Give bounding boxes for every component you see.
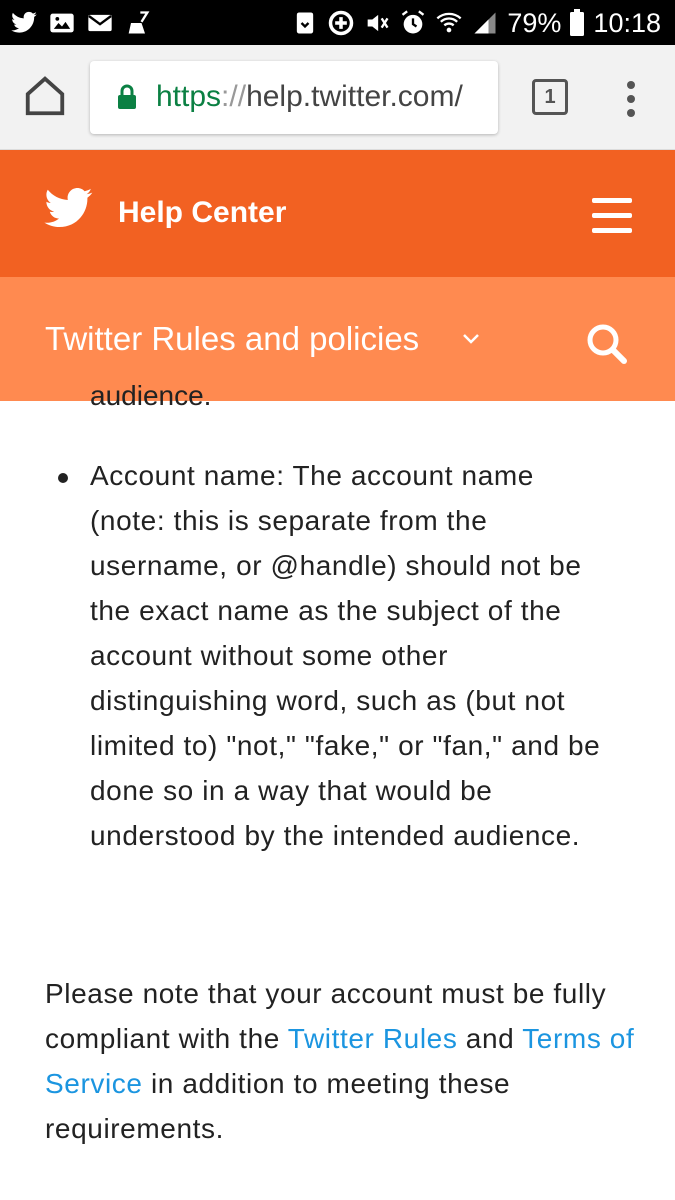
- menu-line: [592, 198, 632, 203]
- note-text-middle: and: [457, 1023, 523, 1054]
- chevron-down-icon[interactable]: [462, 333, 480, 345]
- more-options-icon[interactable]: [618, 77, 644, 121]
- data-saver-icon: [327, 9, 355, 37]
- menu-line: [592, 228, 632, 233]
- url-separator: ://: [221, 80, 247, 113]
- terms-of-service-link[interactable]: Terms of Service: [45, 1023, 635, 1099]
- url-host: help.twitter.com/: [246, 80, 463, 113]
- bullet-marker: [58, 473, 68, 483]
- twitter-rules-link[interactable]: Twitter Rules: [287, 1023, 458, 1054]
- address-bar[interactable]: [90, 61, 498, 134]
- broom-icon: [124, 9, 152, 37]
- compliance-note: [45, 971, 645, 1151]
- tab-switcher-button[interactable]: [532, 79, 568, 115]
- help-center-title[interactable]: Help Center: [118, 196, 287, 229]
- lock-icon: [116, 83, 138, 111]
- signal-icon: [471, 9, 499, 37]
- mute-icon: [363, 9, 391, 37]
- list-item-account-name: Account name: The account name (note: this is separate from the username, or @handle) should not be the exact name as the subject of the account without some other distinguishing word, such as (but not limited to) "not," "fake," or "fan," and be done so in a way that would be understood by the intended audience.: [90, 460, 601, 851]
- mail-icon: [86, 9, 114, 37]
- clock: 10:18: [593, 7, 661, 38]
- alarm-icon: [399, 9, 427, 37]
- help-center-header: [0, 150, 675, 277]
- status-bar-system: [291, 6, 661, 40]
- url-text: [156, 77, 463, 117]
- twitter-icon: [10, 9, 38, 37]
- tab-count: 1: [544, 85, 556, 108]
- status-bar: [0, 0, 675, 45]
- search-icon[interactable]: [584, 321, 628, 365]
- menu-line: [592, 213, 632, 218]
- status-bar-notifications: [10, 8, 152, 38]
- article-content: [0, 380, 675, 1200]
- hamburger-menu-icon[interactable]: [592, 198, 632, 234]
- image-icon: [48, 9, 76, 37]
- battery-icon: [569, 9, 585, 37]
- url-scheme: https: [156, 80, 222, 113]
- save-icon: [291, 9, 319, 37]
- previous-line-fragment: audience.: [90, 380, 212, 411]
- note-text-after: in addition to meeting these requirements.: [45, 1068, 511, 1144]
- note-text-before: Please note that your account must be fully compliant with the: [45, 978, 607, 1054]
- browser-toolbar: [0, 45, 675, 150]
- wifi-icon: [435, 9, 463, 37]
- home-icon[interactable]: [22, 73, 68, 119]
- twitter-bird-logo-icon[interactable]: [45, 188, 93, 228]
- section-dropdown[interactable]: Twitter Rules and policies: [45, 320, 420, 357]
- battery-percent: 79%: [507, 7, 562, 38]
